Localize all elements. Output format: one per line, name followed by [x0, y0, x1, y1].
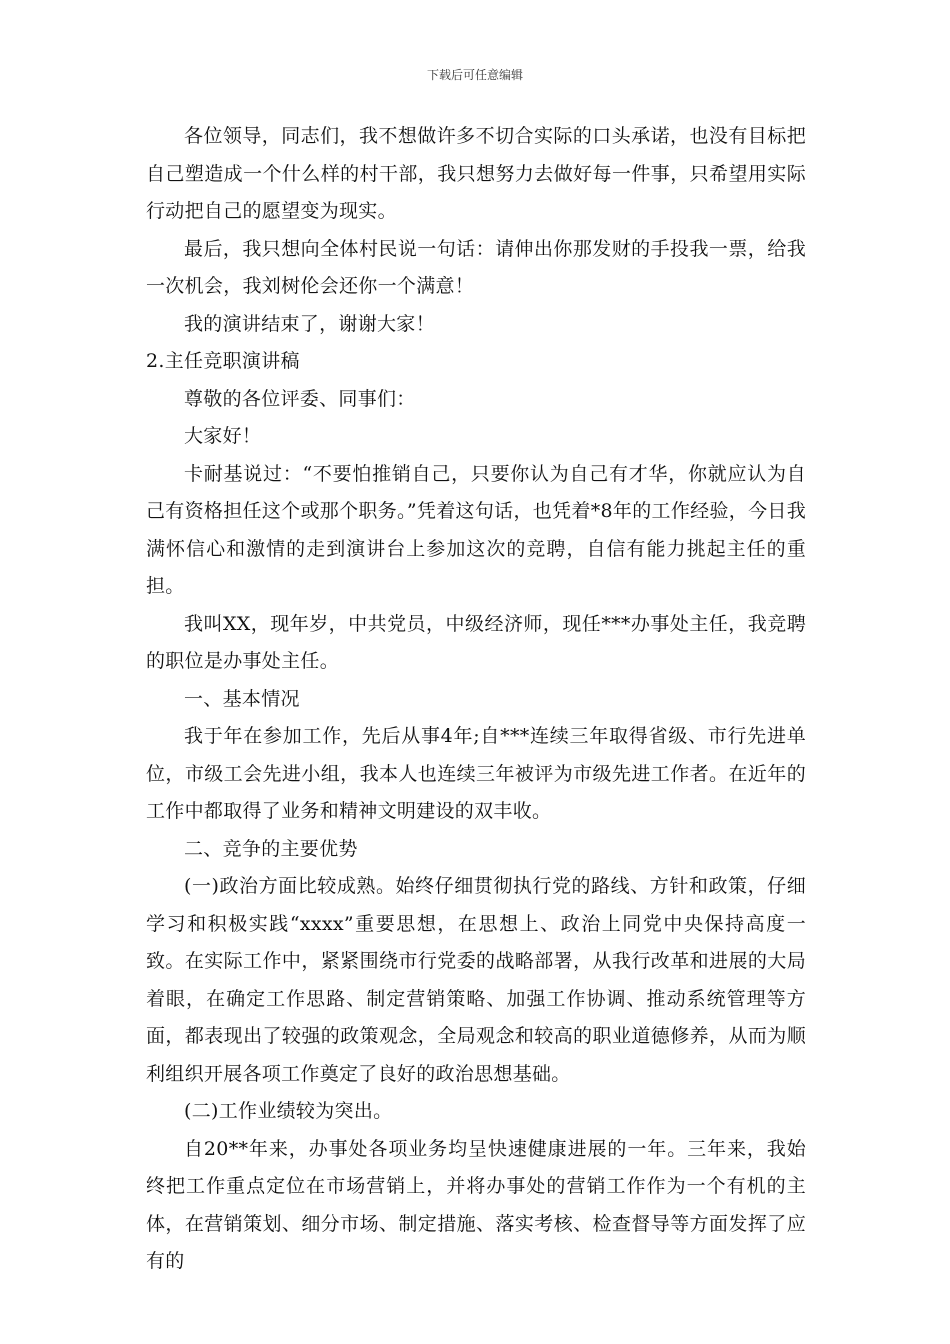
paragraph: 最后，我只想向全体村民说一句话：请伸出你那发财的手投我一票，给我一次机会，我刘树伦会还你一个满意！ [146, 237, 806, 297]
paragraph: 卡耐基说过：“不要怕推销自己，只要你认为自己有才华，你就应认为自己有资格担任这个或那个职务。”凭着这句话，也凭着*8年的工作经验，今日我满怀信心和激情的走到演讲台上参加这次的竞聘，自信有能力挑起主任的重担。 [146, 462, 806, 597]
greeting: 大家好！ [184, 425, 262, 447]
paragraph: 我叫XX，现年岁，中共党员，中级经济师，现任***办事处主任，我竞聘的职位是办事处主任。 [146, 612, 806, 672]
paragraph: 各位领导，同志们，我不想做许多不切合实际的口头承诺，也没有目标把自己塑造成一个什么样的村干部，我只想努力去做好每一件事，只希望用实际行动把自己的愿望变为现实。 [146, 125, 806, 222]
subsection-heading: 一、基本情况 [184, 687, 300, 710]
paragraph: 我的演讲结束了，谢谢大家！ [184, 312, 435, 335]
page-header: 下载后可任意编辑 [426, 68, 523, 82]
paragraph: 我于年在参加工作，先后从事4年;自***连续三年取得省级、市行先进单位，市级工会先进小组，我本人也连续三年被评为市级先进工作者。在近年的工作中都取得了业务和精神文明建设的双丰收。 [146, 725, 806, 822]
paragraph: (一)政治方面比较成熟。始终仔细贯彻执行党的路线、方针和政策，仔细学习和积极实践“xxxx”重要思想，在思想上、政治上同党中央保持高度一致。在实际工作中，紧紧围绕市行党委的战略部署，从我行改革和进展的大局着眼，在确定工作思路、制定营销策略、加强工作协调、推动系统管理等方面，都表现出了较强的政策观念，全局观念和较高的职业道德修养，从而为顺利组织开展各项工作奠定了良好的政治思想基础。 [146, 875, 806, 1085]
salutation: 尊敬的各位评委、同事们： [184, 387, 416, 410]
section-heading: 2.主任竞职演讲稿 [146, 350, 300, 372]
document-body [146, 118, 806, 1281]
paragraph: (二)工作业绩较为突出。 [184, 1100, 393, 1122]
subsection-heading: 二、竞争的主要优势 [184, 837, 358, 860]
paragraph: 自20**年来，办事处各项业务均呈快速健康进展的一年。三年来，我始终把工作重点定位在市场营销上，并将办事处的营销工作作为一个有机的主体，在营销策划、细分市场、制定措施、落实考核、检查督导等方面发挥了应有的 [146, 1137, 806, 1272]
